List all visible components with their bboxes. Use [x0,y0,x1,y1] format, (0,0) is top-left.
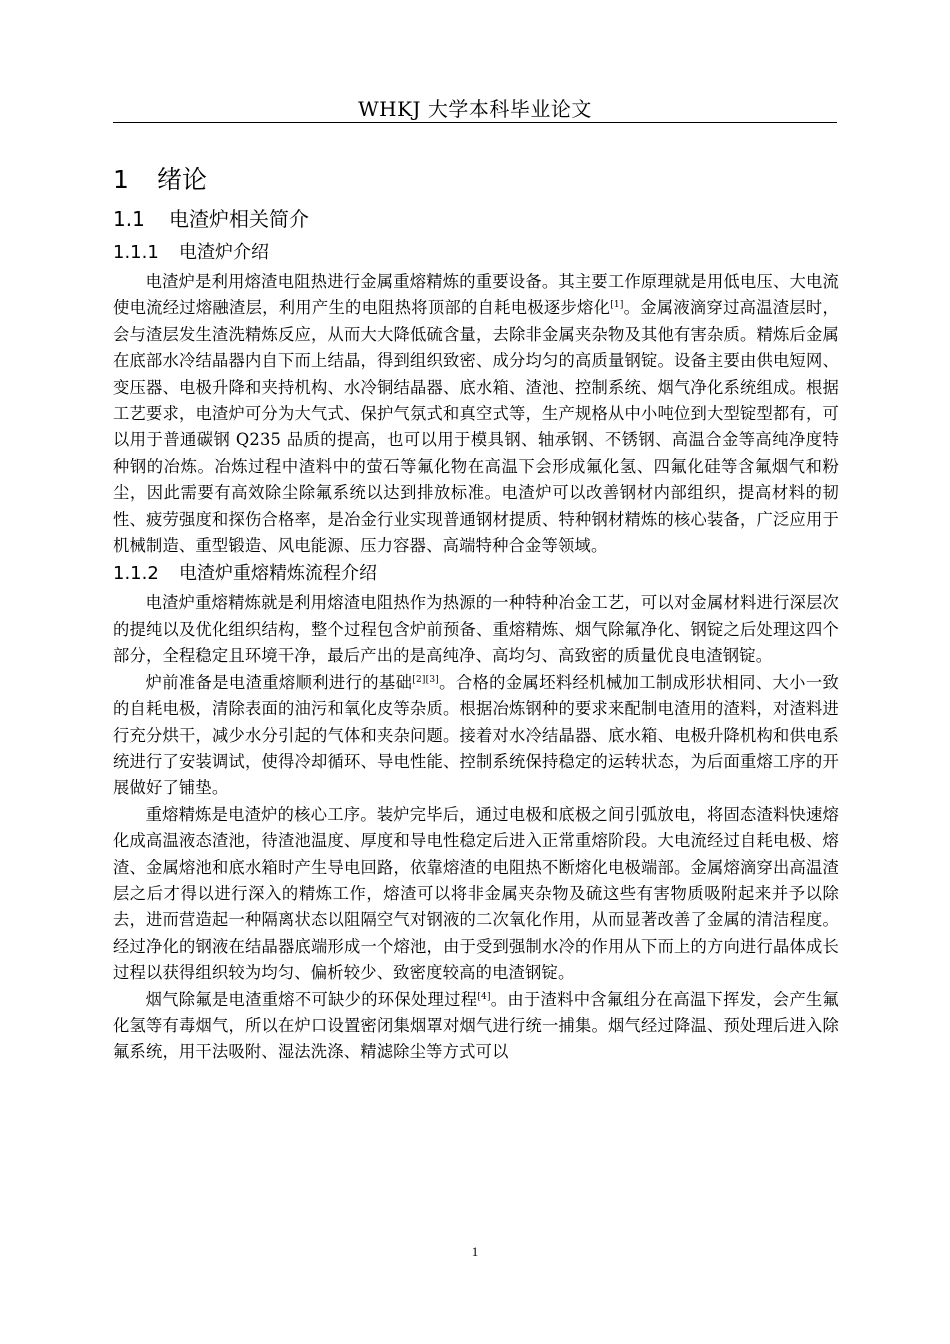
paragraph-defluorination: 烟气除氟是电渣重熔不可缺少的环保处理过程[4]。由于渣料中含氟组分在高温下挥发，会产生氟化氢等有毒烟气，所以在炉口设置密闭集烟罩对烟气进行统一捕集。烟气经过降温、预处理后进入除氟系统，用干法吸附、湿法洗涤、精滤除尘等方式可以 [113,989,839,1062]
chapter-title: 绪论 [157,165,208,194]
page-number: 1 [471,1244,479,1259]
citation-2-3: [2][3] [412,674,439,685]
section-number: 1.1 [113,207,145,231]
subsection-title: 电渣炉介绍 [179,242,269,263]
paragraph-preparation: 炉前准备是电渣重熔顺利进行的基础[2][3]。合格的金属坯料经机械加工制成形状相同、大小一致的自耗电极，清除表面的油污和氧化皮等杂质。根据冶炼钢种的要求来配制电渣用的渣料，对渣料进行充分烘干，减少水分引起的气体和夹杂问题。接着对水冷结晶器、底水箱、电极升降机构和供电系统进行了安装调试，使得冷却循环、导电性能、控制系统保持稳定的运转状态，为后面重熔工序的开展做好了铺垫。 [113,672,839,798]
subsection-heading-1-1-1 [113,238,839,268]
subsection-number: 1.1.1 [113,242,159,263]
chapter-heading [113,160,839,200]
paragraph-process-overview: 电渣炉重熔精炼就是利用熔渣电阻热作为热源的一种特种冶金工艺，可以对金属材料进行深层次的提纯以及优化组织结构，整个过程包含炉前预备、重熔精炼、烟气除氟净化、钢锭之后处理这四个部分，全程稳定且环境干净，最后产出的是高纯净、高均匀、高致密的质量优良电渣钢锭。 [113,593,839,666]
section-heading-1-1 [113,202,839,236]
page-content [113,160,839,1066]
subsection-heading-1-1-2 [113,559,839,589]
running-header: WHKJ 大学本科毕业论文 [358,97,592,121]
chapter-number: 1 [113,165,129,194]
paragraph-furnace-intro: 电渣炉是利用熔渣电阻热进行金属重熔精炼的重要设备。其主要工作原理就是用低电压、大电流使电流经过熔融渣层，利用产生的电阻热将顶部的自耗电极逐步熔化[1]。金属液滴穿过高温渣层时，会与渣层发生渣洗精炼反应，从而大大降低硫含量，去除非金属夹杂物及其他有害杂质。精炼后金属在底部水冷结晶器内自下而上结晶，得到组织致密、成分均匀的高质量钢锭。设备主要由供电短网、变压器、电极升降和夹持机构、水冷铜结晶器、底水箱、渣池、控制系统、烟气净化系统组成。根据工艺要求，电渣炉可分为大气式、保护气氛式和真空式等，生产规格从中小吨位到大型锭型都有，可以用于普通碳钢 Q235 品质的提高，也可以用于模具钢、轴承钢、不锈钢、高温合金等高纯净度特种钢的冶炼。冶炼过程中渣料中的萤石等氟化物在高温下会形成氟化氢、四氟化硅等含氟烟气和粉尘，因此需要有高效除尘除氟系统以达到排放标准。电渣炉可以改善钢材内部组织，提高材料的韧性、疲劳强度和探伤合格率，是冶金行业实现普通钢材提质、特种钢材精炼的核心装备，广泛应用于机械制造、重型锻造、风电能源、压力容器、高端特种合金等领域。 [113,272,839,556]
citation-1: [1] [610,300,624,311]
paragraph-remelting: 重熔精炼是电渣炉的核心工序。装炉完毕后，通过电极和底极之间引弧放电，将固态渣料快速熔化成高温液态渣池，待渣池温度、厚度和导电性稳定后进入正常重熔阶段。大电流经过自耗电极、熔渣、金属熔池和底水箱时产生导电回路，依靠熔渣的电阻热不断熔化电极端部。金属熔滴穿出高温渣层之后才得以进行深入的精炼工作，熔渣可以将非金属夹杂物及硫这些有害物质吸附起来并予以除去，进而营造起一种隔离状态以阻隔空气对钢液的二次氧化作用，从而显著改善了金属的清洁程度。经过净化的钢液在结晶器底端形成一个熔池，由于受到强制水冷的作用从下而上的方向进行晶体成长过程以获得组织较为均匀、偏析较少、致密度较高的电渣钢锭。 [113,804,839,983]
section-title: 电渣炉相关简介 [169,207,309,231]
header-rule [113,122,837,123]
subsection-number: 1.1.2 [113,563,159,585]
citation-4: [4] [477,991,491,1002]
subsection-title: 电渣炉重熔精炼流程介绍 [179,563,377,585]
